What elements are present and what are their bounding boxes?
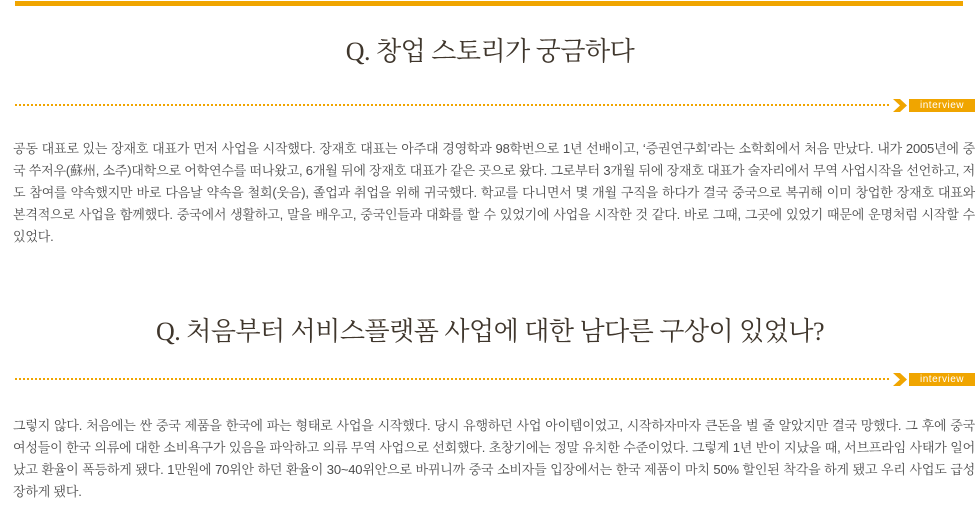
interview-badge: interview xyxy=(909,373,975,386)
answer-paragraph-2: 그렇지 않다. 처음에는 싼 중국 제품을 한국에 파는 형태로 사업을 시작했다. 당시 유행하던 사업 아이템이었고, 시작하자마자 큰돈을 벌 줄 알았지만 결국 망했다. 그 후에 중국 여성들이 한국 의류에 대한 소비욕구가 있음을 파악하고 의류 무역 사업으로 선회했다. 초창기에는 정말 유치한 수준이었다. 그렇게 1년 반이 지났을 때, 서브프라임 사태가 일어났고 환율이 폭등하게 됐다. 1만원에 70위안 하던 환율이 30~40위안으로 바뀌니까 중국 소비자들 입장에서는 한국 제품이 마치 50% 할인된 착각을 하게 됐고 우리 사업도 급성장하게 됐다. xyxy=(13,418,975,499)
chevron-right-icon xyxy=(893,373,907,386)
question-title-2: Q. 처음부터 서비스플랫폼 사업에 대한 남다른 구상이 있었나? xyxy=(155,317,825,346)
interview-badge: interview xyxy=(909,99,975,112)
dotted-line xyxy=(15,378,889,380)
answer-paragraph-1: 공동 대표로 있는 장재호 대표가 먼저 사업을 시작했다. 장재호 대표는 아주대 경영학과 98학번으로 1년 선배이고, ‘증권연구회’라는 소학회에서 처음 만났다. 내가 2005년에 중국 쑤저우(蘇州, 소주)대학으로 어학연수를 떠나왔고, 6개월 뒤에 장재호 대표가 같은 곳으로 왔다. 그로부터 3개월 뒤에 장재호 대표가 술자리에서 무역 사업시작을 선언하고, 저도 참여를 약속했지만 바로 다음날 약속을 철회(웃음), 졸업과 취업을 위해 귀국했다. 학교를 다니면서 몇 개월 구직을 하다가 결국 중국으로 복귀해 이미 창업한 장재호 대표와 본격적으로 사업을 함께했다. 중국에서 생활하고, 말을 배우고, 중국인들과 대화를 할 수 있었기에 사업을 시작한 것 같다. 바로 그때, 그곳에 있었기 때문에 운명처럼 시작할 수 있었다. xyxy=(13,141,975,244)
top-accent-bar xyxy=(15,1,963,6)
section-divider-2 xyxy=(15,373,975,386)
dotted-line xyxy=(15,104,889,106)
question-title-1: Q. 창업 스토리가 궁금하다 xyxy=(345,37,635,66)
chevron-right-icon xyxy=(893,99,907,112)
section-divider-1 xyxy=(15,99,975,112)
